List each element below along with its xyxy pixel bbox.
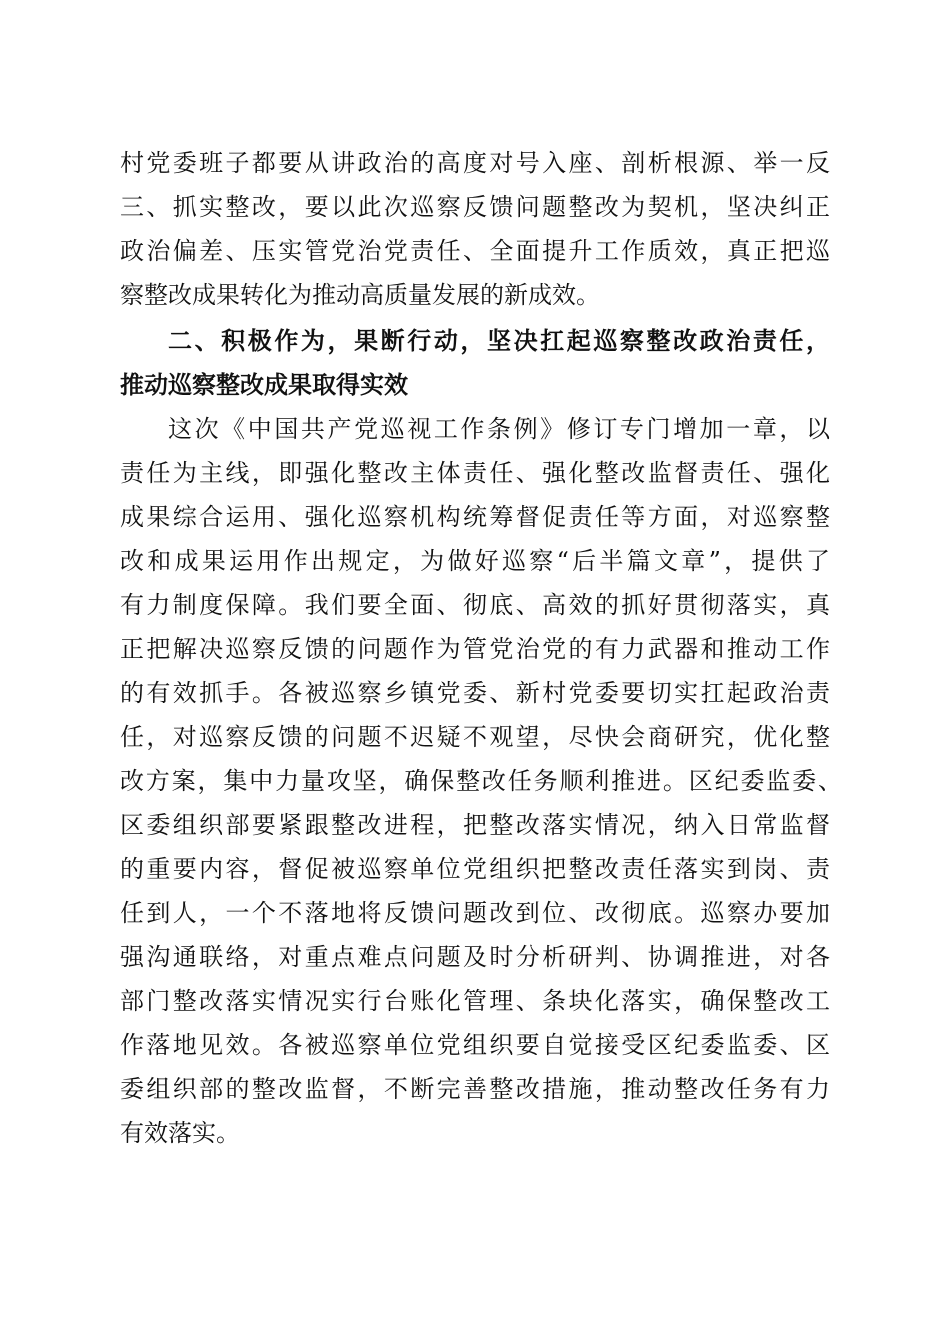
body-text-line: 政治偏差、压实管党治党责任、全面提升工作质效，真正把巡 xyxy=(120,237,830,265)
body-text-line: 三、抓实整改，要以此次巡察反馈问题整改为契机，坚决纠正 xyxy=(120,193,830,221)
body-text-line: 改和成果运用作出规定，为做好巡察“后半篇文章”，提供了 xyxy=(120,547,830,575)
section-heading: 推动巡察整改成果取得实效 xyxy=(120,371,408,399)
body-text-line: 村党委班子都要从讲政治的高度对号入座、剖析根源、举一反 xyxy=(120,149,830,177)
body-text-line: 区委组织部要紧跟整改进程，把整改落实情况，纳入日常监督 xyxy=(120,811,830,839)
body-text-line: 有效落实。 xyxy=(120,1119,240,1147)
body-text-line: 的重要内容，督促被巡察单位党组织把整改责任落实到岗、责 xyxy=(120,855,830,883)
body-text-line: 的有效抓手。各被巡察乡镇党委、新村党委要切实扛起政治责 xyxy=(120,679,830,707)
body-text-line: 这次《中国共产党巡视工作条例》修订专门增加一章，以 xyxy=(168,415,830,443)
body-text-line: 有力制度保障。我们要全面、彻底、高效的抓好贯彻落实，真 xyxy=(120,591,830,619)
body-text-line: 委组织部的整改监督，不断完善整改措施，推动整改任务有力 xyxy=(120,1075,830,1103)
body-text-line: 正把解决巡察反馈的问题作为管党治党的有力武器和推动工作 xyxy=(120,635,830,663)
body-text-line: 任到人，一个不落地将反馈问题改到位、改彻底。巡察办要加 xyxy=(120,899,830,927)
body-text-line: 任，对巡察反馈的问题不迟疑不观望，尽快会商研究，优化整 xyxy=(120,723,830,751)
body-text-line: 改方案，集中力量攻坚，确保整改任务顺利推进。区纪委监委、 xyxy=(120,767,842,795)
body-text-line: 察整改成果转化为推动高质量发展的新成效。 xyxy=(120,281,600,309)
body-text-line: 成果综合运用、强化巡察机构统筹督促责任等方面，对巡察整 xyxy=(120,503,830,531)
body-text-line: 部门整改落实情况实行台账化管理、条块化落实，确保整改工 xyxy=(120,987,830,1015)
body-text-line: 强沟通联络，对重点难点问题及时分析研判、协调推进，对各 xyxy=(120,943,830,971)
body-text-line: 责任为主线，即强化整改主体责任、强化整改监督责任、强化 xyxy=(120,459,830,487)
body-text-line: 作落地见效。各被巡察单位党组织要自觉接受区纪委监委、区 xyxy=(120,1031,830,1059)
section-heading: 二、积极作为，果断行动，坚决扛起巡察整改政治责任， xyxy=(168,327,830,355)
